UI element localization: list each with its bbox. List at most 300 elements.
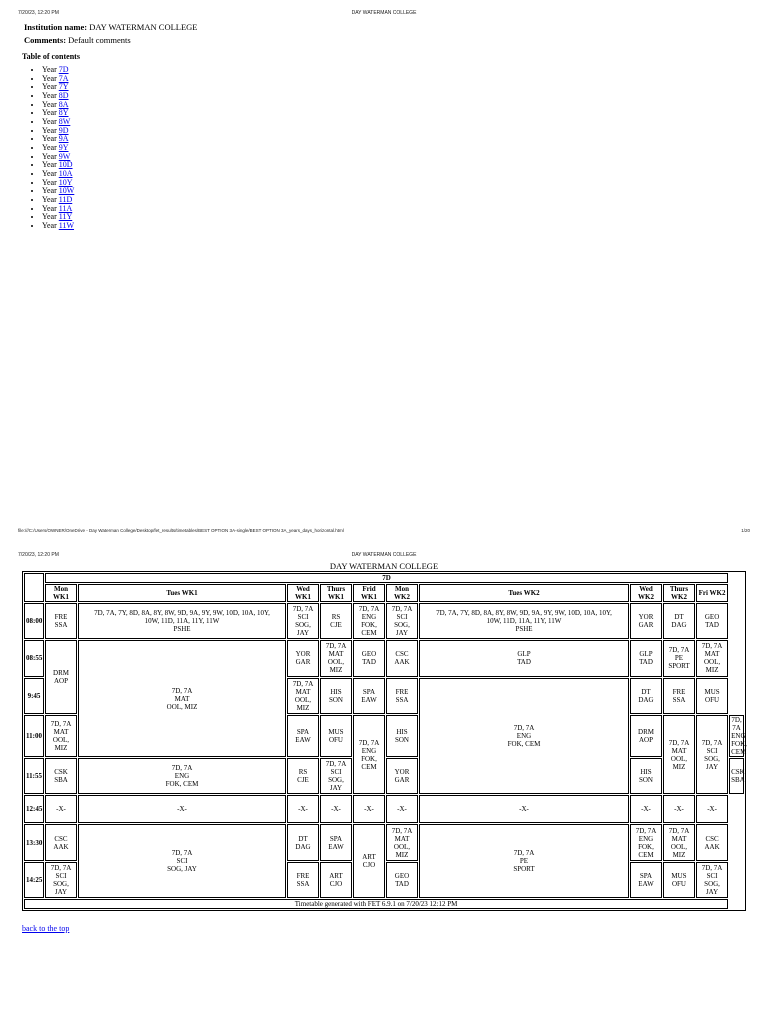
toc-item bbox=[42, 222, 74, 231]
cell-text: CEM bbox=[638, 850, 654, 859]
cell-text: CSK bbox=[54, 768, 68, 777]
cell-text: PE bbox=[519, 857, 529, 866]
cell-text: AAK bbox=[53, 842, 69, 851]
break-cell: -X- bbox=[696, 795, 728, 823]
timetable-cell bbox=[45, 603, 77, 639]
toc-list bbox=[32, 66, 74, 230]
timetable-cell bbox=[287, 758, 319, 794]
timetable-cell bbox=[353, 715, 385, 794]
cell-text: AOP bbox=[638, 735, 653, 744]
page1-header-date: 7/20/23, 12:20 PM bbox=[18, 10, 59, 16]
toc-link-9w[interactable]: 9W bbox=[58, 151, 71, 161]
cell-text: DAG bbox=[671, 621, 687, 630]
cell-text: MAT bbox=[328, 650, 344, 659]
toc-link-10y[interactable]: 10Y bbox=[58, 177, 73, 187]
cell-text: GAR bbox=[638, 621, 654, 630]
cell-text: EAW bbox=[295, 735, 311, 744]
toc-year-word: Year bbox=[42, 212, 59, 222]
timetable-cell bbox=[630, 862, 662, 898]
toc-link-7d[interactable]: 7D bbox=[58, 65, 69, 74]
timetable-cell bbox=[696, 824, 728, 860]
cell-text: ART bbox=[329, 871, 343, 880]
cell-text: OOL, MIZ bbox=[670, 842, 688, 859]
cell-text: SSA bbox=[672, 695, 686, 704]
cell-text: MUS bbox=[704, 687, 720, 696]
day-header: Thurs WK1 bbox=[320, 584, 352, 602]
timetable-cell bbox=[386, 603, 418, 639]
cell-text: TAD bbox=[517, 658, 531, 667]
timetable-cell bbox=[696, 715, 728, 794]
institution-value: DAY WATERMAN COLLEGE bbox=[89, 22, 198, 32]
cell-text: SBA bbox=[731, 776, 745, 785]
cell-text: CJE bbox=[330, 621, 342, 630]
cell-text: OFU bbox=[328, 735, 343, 744]
cell-text: AOP bbox=[53, 677, 68, 686]
cell-text: 7D, 7A bbox=[391, 605, 413, 614]
cell-text: 7D, 7A bbox=[635, 826, 657, 835]
day-header: Mon WK1 bbox=[45, 584, 77, 602]
day-header: Tues WK2 bbox=[419, 584, 629, 602]
cell-text: FRE bbox=[54, 613, 68, 622]
group-header: 7D bbox=[45, 573, 728, 583]
cell-text: JAY bbox=[395, 629, 409, 638]
toc-year-word: Year bbox=[42, 65, 59, 74]
cell-text: CSC bbox=[395, 650, 409, 659]
page1-header-title: DAY WATERMAN COLLEGE bbox=[351, 10, 417, 16]
cell-text: MUS bbox=[328, 727, 344, 736]
cell-text: SCI bbox=[706, 871, 718, 880]
toc-link-11a[interactable]: 11A bbox=[58, 203, 73, 213]
cell-text: 7D, 7A bbox=[50, 863, 72, 872]
cell-text: SPA bbox=[329, 834, 343, 843]
cell-text: GEO bbox=[361, 650, 377, 659]
cell-text: OOL, bbox=[670, 754, 688, 763]
cell-text: ENG bbox=[361, 746, 377, 755]
cell-text: 7D, 7A bbox=[668, 646, 690, 655]
corner-cell bbox=[24, 573, 44, 602]
timetable-cell bbox=[45, 758, 77, 794]
cell-text: RS bbox=[331, 613, 341, 622]
timetable-cell bbox=[663, 824, 695, 860]
day-header: Mon WK2 bbox=[386, 584, 418, 602]
cell-text: OOL, bbox=[294, 695, 312, 704]
toc-year-word: Year bbox=[42, 125, 59, 135]
timetable-cell bbox=[663, 603, 695, 639]
cell-text: FOK, bbox=[638, 842, 654, 851]
cell-text: 7D, 7A bbox=[50, 719, 72, 728]
toc-link-11d[interactable]: 11D bbox=[58, 194, 73, 204]
toc-link-7a[interactable]: 7A bbox=[58, 73, 69, 83]
cell-text: 7D, 7A bbox=[513, 849, 535, 858]
cell-text: MIZ bbox=[705, 666, 719, 675]
toc-year-word: Year bbox=[42, 73, 59, 83]
timetable-cell bbox=[353, 603, 385, 639]
time-label: 9:45 bbox=[24, 678, 44, 714]
cell-text: EAW bbox=[638, 879, 654, 888]
cell-text: TAD bbox=[705, 621, 719, 630]
timetable-cell bbox=[630, 715, 662, 757]
cell-text: SPA bbox=[296, 727, 310, 736]
toc-year-word: Year bbox=[42, 116, 59, 126]
cell-text: SCI bbox=[55, 871, 67, 880]
cell-text: AAK bbox=[394, 658, 410, 667]
cell-text: CSC bbox=[54, 834, 68, 843]
institution-label: Institution name: bbox=[24, 22, 88, 32]
cell-text: SSA bbox=[54, 621, 68, 630]
cell-text: MUS bbox=[671, 871, 687, 880]
cell-text: GLP bbox=[639, 650, 653, 659]
cell-text: HIS bbox=[396, 727, 408, 736]
day-header: Frid WK1 bbox=[353, 584, 385, 602]
day-header: Thurs WK2 bbox=[663, 584, 695, 602]
toc-title: Table of contents bbox=[22, 52, 80, 61]
cell-text: CSK bbox=[731, 768, 745, 777]
cell-text: TAD bbox=[639, 658, 653, 667]
cell-text: JAY bbox=[54, 887, 68, 896]
timetable-cell bbox=[320, 640, 352, 676]
cell-text: 7D, 7A bbox=[171, 849, 193, 858]
timetable-cell bbox=[419, 678, 629, 795]
timetable-cell bbox=[320, 758, 352, 794]
timetable-cell bbox=[45, 862, 77, 898]
timetable-cell bbox=[353, 824, 385, 897]
timetable-cell bbox=[320, 603, 352, 639]
cell-text: 7D, 7A, 7Y, 8D, 8A, 8Y, 8W, 9D, 9A, 9Y, 9W, 10D, 10A, 10Y, bbox=[94, 609, 270, 618]
timetable-cell bbox=[419, 824, 629, 897]
cell-text: MIZ bbox=[296, 703, 310, 712]
timetable-cell bbox=[386, 862, 418, 898]
cell-text: OOL, bbox=[703, 658, 721, 667]
time-label: 14:25 bbox=[24, 862, 44, 898]
cell-text: 10W, 11D, 11A, 11Y, 11W bbox=[486, 617, 562, 626]
cell-text: OFU bbox=[671, 879, 686, 888]
cell-text: MAT bbox=[174, 694, 190, 703]
toc-link-10w[interactable]: 10W bbox=[58, 186, 75, 196]
toc-link-11y[interactable]: 11Y bbox=[58, 212, 73, 222]
cell-text: FOK, bbox=[731, 739, 747, 748]
page1-footer-path: file:///C:/Users/OWNER/OneDrive - Day Waterman College/Desktop/fet_results/timetables/BEST OPTION 3A-single/BEST OPTION 3A_years_days_horizontal.html bbox=[18, 528, 344, 533]
break-cell: -X- bbox=[320, 795, 352, 823]
timetable-cell bbox=[320, 715, 352, 757]
timetable-cell bbox=[78, 640, 286, 757]
cell-text: 7D, 7A bbox=[325, 760, 347, 769]
cell-text: DT bbox=[298, 834, 308, 843]
timetable-cell bbox=[729, 715, 747, 757]
timetable-cell bbox=[287, 715, 319, 757]
timetable-cell bbox=[320, 824, 352, 860]
cell-text: ENG bbox=[516, 731, 532, 740]
cell-text: 7D, 7A bbox=[358, 605, 380, 614]
cell-text: ENG bbox=[638, 834, 654, 843]
timetable-footer: Timetable generated with FET 6.9.1 on 7/20/23 12:12 PM bbox=[24, 899, 728, 909]
cell-text: PE bbox=[674, 654, 684, 663]
cell-text: DT bbox=[674, 613, 684, 622]
cell-text: CJO bbox=[362, 861, 376, 870]
cell-text: GEO bbox=[704, 613, 720, 622]
cell-text: GAR bbox=[295, 658, 311, 667]
toc-year-word: Year bbox=[42, 99, 59, 109]
cell-text: SON bbox=[394, 735, 409, 744]
cell-text: DAG bbox=[638, 695, 654, 704]
cell-text: EAW bbox=[328, 842, 344, 851]
timetable-cell bbox=[419, 640, 629, 676]
cell-text: OOL, bbox=[52, 735, 70, 744]
timetable-cell bbox=[320, 678, 352, 714]
cell-text: FRE bbox=[672, 687, 686, 696]
toc-year-word: Year bbox=[42, 160, 59, 170]
page2-header-title: DAY WATERMAN COLLEGE bbox=[351, 552, 417, 558]
cell-text: OOL, bbox=[393, 842, 411, 851]
cell-text: 7D, 7A bbox=[171, 686, 193, 695]
cell-text: PSHE bbox=[515, 625, 533, 634]
page2-header-date: 7/20/23, 12:20 PM bbox=[18, 552, 59, 558]
cell-text: 7D, 7A bbox=[292, 679, 314, 688]
timetable-cell bbox=[696, 603, 728, 639]
timetable-cell bbox=[287, 603, 319, 639]
timetable-cell bbox=[419, 603, 629, 639]
cell-text: MIZ bbox=[395, 850, 409, 859]
toc-year-word: Year bbox=[42, 90, 59, 100]
cell-text: SOG, JAY bbox=[704, 754, 720, 771]
cell-text: 7D, 7A bbox=[171, 764, 193, 773]
cell-text: JAY bbox=[329, 784, 343, 793]
timetable-cell bbox=[729, 758, 744, 794]
timetable-cell bbox=[696, 640, 728, 676]
cell-text: CEM bbox=[361, 629, 377, 638]
cell-text: TAD bbox=[395, 879, 409, 888]
time-label: 13:30 bbox=[24, 824, 44, 860]
cell-text: CEM bbox=[731, 747, 747, 756]
break-cell: -X- bbox=[630, 795, 662, 823]
cell-text: MAT bbox=[295, 687, 311, 696]
toc-link-8a[interactable]: 8A bbox=[58, 99, 69, 109]
cell-text: JAY bbox=[705, 887, 719, 896]
toc-year-word: Year bbox=[42, 203, 59, 213]
cell-text: CJE bbox=[297, 776, 309, 785]
timetable-cell bbox=[45, 715, 77, 757]
day-header: Tues WK1 bbox=[78, 584, 286, 602]
cell-text: YOR bbox=[638, 613, 654, 622]
cell-text: ENG bbox=[731, 731, 746, 740]
cell-text: SCI bbox=[297, 613, 309, 622]
toc-link-11w[interactable]: 11W bbox=[58, 220, 75, 230]
break-cell: -X- bbox=[419, 795, 629, 823]
cell-text: FOK, bbox=[361, 754, 377, 763]
cell-text: DT bbox=[641, 687, 651, 696]
timetable-cell bbox=[386, 678, 418, 714]
timetable-cell bbox=[386, 758, 418, 794]
cell-text: SPORT bbox=[668, 662, 690, 671]
comments-value: Default comments bbox=[68, 35, 131, 45]
back-to-top-link[interactable]: back to the top bbox=[22, 924, 70, 933]
cell-text: MIZ bbox=[672, 762, 686, 771]
cell-text: ENG bbox=[174, 772, 190, 781]
institution-line bbox=[24, 22, 197, 32]
cell-text: 7D, 7A bbox=[668, 826, 690, 835]
cell-text: DAG bbox=[295, 842, 311, 851]
cell-text: FRE bbox=[296, 871, 310, 880]
break-cell: -X- bbox=[78, 795, 286, 823]
timetable-cell bbox=[663, 678, 695, 714]
timetable-cell bbox=[630, 640, 662, 676]
cell-text: SCI bbox=[706, 746, 718, 755]
timetable-cell bbox=[353, 640, 385, 676]
timetable-cell bbox=[696, 678, 728, 714]
timetable-cell bbox=[287, 678, 319, 714]
comments-label: Comments: bbox=[24, 35, 67, 45]
cell-text: GEO bbox=[394, 871, 410, 880]
cell-text: CJO bbox=[329, 879, 343, 888]
cell-text: SPA bbox=[639, 871, 653, 880]
toc-year-word: Year bbox=[42, 220, 59, 230]
cell-text: DRM bbox=[638, 727, 654, 736]
toc-link-10d[interactable]: 10D bbox=[58, 160, 73, 170]
cell-text: GAR bbox=[394, 776, 410, 785]
cell-text: MAT bbox=[704, 650, 720, 659]
toc-link-9y[interactable]: 9Y bbox=[58, 142, 69, 152]
day-header: Wed WK1 bbox=[287, 584, 319, 602]
cell-text: SSA bbox=[395, 695, 409, 704]
toc-year-word: Year bbox=[42, 177, 59, 187]
time-label: 12:45 bbox=[24, 795, 44, 823]
toc-link-8d[interactable]: 8D bbox=[58, 90, 69, 100]
cell-text: OFU bbox=[705, 695, 720, 704]
cell-text: FOK, CEM bbox=[165, 780, 199, 789]
cell-text: 7D, 7A, 7Y, 8D, 8A, 8Y, 8W, 9D, 9A, 9Y, 9W, 10D, 10A, 10Y, bbox=[436, 609, 612, 618]
toc-year-word: Year bbox=[42, 134, 59, 144]
page1-footer-page: 1/20 bbox=[741, 528, 750, 533]
cell-text: SON bbox=[638, 776, 653, 785]
timetable-cell bbox=[45, 640, 77, 713]
cell-text: SCI bbox=[330, 768, 342, 777]
timetable-cell bbox=[386, 640, 418, 676]
toc-year-word: Year bbox=[42, 82, 59, 92]
timetable-cell bbox=[78, 758, 286, 794]
cell-text: JAY bbox=[296, 629, 310, 638]
timetable-cell bbox=[696, 862, 728, 898]
cell-text: SON bbox=[328, 695, 343, 704]
timetable-cell bbox=[630, 758, 662, 794]
cell-text: 7D, 7A bbox=[325, 642, 347, 651]
cell-text: SOG, bbox=[394, 621, 410, 630]
cell-text: ART bbox=[362, 853, 376, 862]
cell-text: MAT bbox=[53, 727, 69, 736]
timetable-cell bbox=[45, 824, 77, 860]
cell-text: YOR bbox=[295, 650, 311, 659]
break-cell: -X- bbox=[45, 795, 77, 823]
toc-link-7y[interactable]: 7Y bbox=[58, 82, 69, 92]
cell-text: DRM bbox=[53, 669, 69, 678]
day-header: Fri WK2 bbox=[696, 584, 728, 602]
toc-link-8y[interactable]: 8Y bbox=[58, 108, 69, 118]
cell-text: SSA bbox=[296, 879, 310, 888]
timetable-caption: DAY WATERMAN COLLEGE bbox=[329, 561, 439, 571]
toc-year-word: Year bbox=[42, 186, 59, 196]
cell-text: 7D, 7A bbox=[731, 715, 742, 732]
comments-line bbox=[24, 35, 131, 45]
cell-text: OOL, MIZ bbox=[166, 702, 198, 711]
toc-link-9d[interactable]: 9D bbox=[58, 125, 69, 135]
timetable-cell bbox=[320, 862, 352, 898]
cell-text: YOR bbox=[394, 768, 410, 777]
timetable-cell bbox=[78, 824, 286, 897]
timetable-cell bbox=[287, 824, 319, 860]
timetable-cell bbox=[386, 824, 418, 860]
cell-text: 7D, 7A bbox=[668, 738, 690, 747]
cell-text: 10W, 11D, 11A, 11Y, 11W bbox=[144, 617, 220, 626]
toc-link-8w[interactable]: 8W bbox=[58, 116, 71, 126]
cell-text: 7D, 7A bbox=[358, 738, 380, 747]
cell-text: OOL, MIZ bbox=[327, 658, 345, 675]
day-header: Wed WK2 bbox=[630, 584, 662, 602]
cell-text: EAW bbox=[361, 695, 377, 704]
cell-text: SCI bbox=[176, 857, 188, 866]
toc-year-word: Year bbox=[42, 142, 59, 152]
cell-text: 7D, 7A bbox=[292, 605, 314, 614]
cell-text: SBA bbox=[54, 776, 68, 785]
toc-year-word: Year bbox=[42, 168, 59, 178]
cell-text: MAT bbox=[394, 834, 410, 843]
timetable-cell bbox=[78, 603, 286, 639]
cell-text: 7D, 7A bbox=[701, 642, 723, 651]
timetable-cell bbox=[663, 715, 695, 794]
cell-text: TAD bbox=[362, 658, 376, 667]
timetable-cell bbox=[287, 862, 319, 898]
time-label: 08:00 bbox=[24, 603, 44, 639]
break-cell: -X- bbox=[386, 795, 418, 823]
cell-text: 7D, 7A bbox=[701, 863, 723, 872]
cell-text: HIS bbox=[330, 687, 342, 696]
cell-text: FOK, bbox=[361, 621, 377, 630]
cell-text: AAK bbox=[704, 842, 720, 851]
timetable bbox=[22, 571, 746, 911]
cell-text: SPA bbox=[362, 687, 376, 696]
break-cell: -X- bbox=[353, 795, 385, 823]
cell-text: PSHE bbox=[173, 625, 191, 634]
toc-link-9a[interactable]: 9A bbox=[58, 134, 69, 144]
cell-text: SPORT bbox=[513, 865, 535, 874]
break-cell: -X- bbox=[663, 795, 695, 823]
cell-text: SOG, JAY bbox=[167, 865, 197, 874]
time-label: 08:55 bbox=[24, 640, 44, 676]
cell-text: SOG, bbox=[328, 776, 344, 785]
toc-year-word: Year bbox=[42, 151, 59, 161]
toc-link-10a[interactable]: 10A bbox=[58, 168, 73, 178]
timetable-cell bbox=[353, 678, 385, 714]
cell-text: 7D, 7A bbox=[391, 826, 413, 835]
timetable-cell bbox=[630, 603, 662, 639]
cell-text: 7D, 7A bbox=[513, 723, 535, 732]
timetable-cell bbox=[630, 824, 662, 860]
cell-text: CSC bbox=[705, 834, 719, 843]
time-label: 11:00 bbox=[24, 715, 44, 757]
cell-text: HIS bbox=[640, 768, 652, 777]
toc-year-word: Year bbox=[42, 194, 59, 204]
cell-text: FRE bbox=[395, 687, 409, 696]
cell-text: MAT bbox=[671, 834, 687, 843]
timetable-cell bbox=[630, 678, 662, 714]
cell-text: SOG, bbox=[295, 621, 311, 630]
toc-year-word: Year bbox=[42, 108, 59, 118]
timetable-cell bbox=[287, 640, 319, 676]
timetable-cell bbox=[663, 862, 695, 898]
cell-text: RS bbox=[298, 768, 308, 777]
cell-text: MIZ bbox=[54, 743, 68, 752]
cell-text: 7D, 7A bbox=[701, 738, 723, 747]
cell-text: ENG bbox=[361, 613, 377, 622]
timetable-cell bbox=[663, 640, 695, 676]
cell-text: SOG, bbox=[53, 879, 69, 888]
